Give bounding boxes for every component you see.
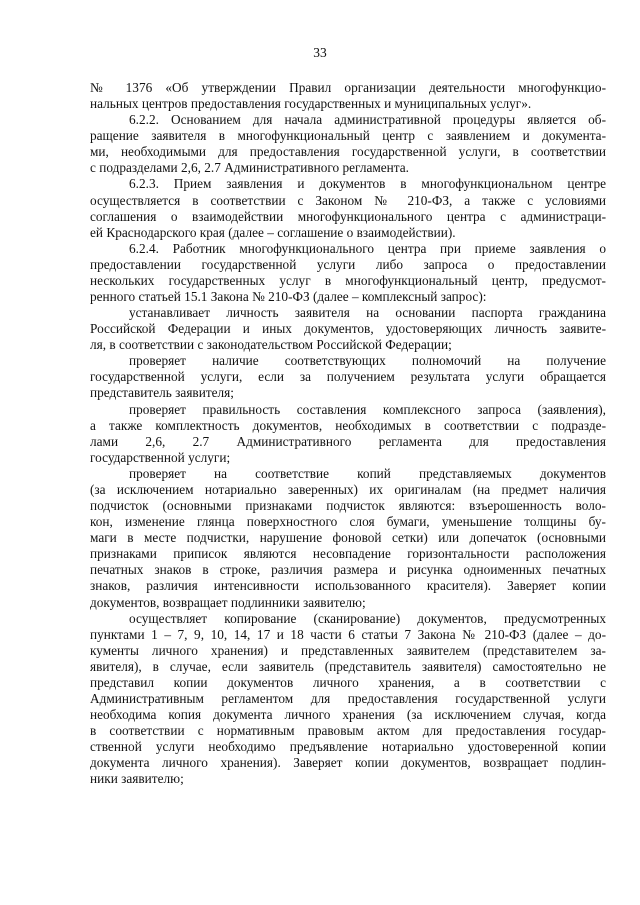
text-line: (за исключением нотариально заверенных) их оригиналам (на предмет наличия xyxy=(90,481,606,497)
text-line: осуществляет копирование (сканирование) документов, предусмотренных xyxy=(129,610,606,626)
text-line: устанавливает личность заявителя на основании паспорта гражданина xyxy=(129,305,606,321)
text-line: ля, в соответствии с законодательством Российской Федерации; xyxy=(90,337,452,353)
text-line: печатных знаков в строке, различия размера и рисунка одноименных печатных xyxy=(90,562,606,578)
text-line: представил копии документов личного хранения, а в соответствии с xyxy=(90,674,606,690)
text-line: проверяет на соответствие копий представляемых документов xyxy=(129,465,606,481)
text-line: 6.2.3. Прием заявления и документов в многофункциональном центре xyxy=(129,176,606,192)
text-line: проверяет правильность составления комплексного запроса (заявления), xyxy=(129,401,606,417)
text-line: пунктами 1 – 7, 9, 10, 14, 17 и 18 части 6 статьи 7 Закона № 210-ФЗ (далее – до- xyxy=(90,626,606,642)
text-line: ращение заявителя в многофункциональный центр с заявлением и документа- xyxy=(90,128,606,144)
text-line: № 1376 «Об утверждении Правил организации деятельности многофункцио- xyxy=(90,80,606,95)
text-line: ники заявителю; xyxy=(90,771,184,787)
text-line: знаков, различия интенсивности использованного красителя). Заверяет копии xyxy=(90,578,606,594)
document-body xyxy=(90,80,606,787)
text-line: подчисток (основными признаками подчисток являются: взъерошенность воло- xyxy=(90,498,606,514)
text-line: ми, необходимыми для предоставления государственной услуги, в соответствии xyxy=(90,144,606,160)
text-line: кон, изменение глянца поверхностного слоя бумаги, уменьшение толщины бу- xyxy=(90,514,606,530)
text-line: нальных центров предоставления государственных и муниципальных услуг». xyxy=(90,96,532,112)
text-line: Административным регламентом для предоставления государственной услуги xyxy=(90,690,606,706)
text-line: кументы личного хранения) и представленных заявителем (представителем за- xyxy=(90,642,606,658)
text-line: документа личного хранения). Заверяет копии документов, возвращает подлин- xyxy=(90,755,606,771)
text-line: с подразделами 2,6, 2.7 Административного регламента. xyxy=(90,160,409,176)
text-line: соглашения о взаимодействии многофункционального центра с администраци- xyxy=(90,208,606,224)
text-line: проверяет наличие соответствующих полномочий на получение xyxy=(129,353,606,369)
text-line: явителя), в случае, если заявитель (представитель заявителя) самостоятельно не xyxy=(90,658,606,674)
text-line: ственной услуги необходимо предъявление нотариально удостоверенной копии xyxy=(90,739,606,755)
text-line: нескольких государственных услуг в многофункциональный центр, предусмот- xyxy=(90,272,606,288)
text-line: признаками приписок являются несовпадение горизонтальности расположения xyxy=(90,546,606,562)
text-line: представитель заявителя; xyxy=(90,385,234,401)
text-line: предоставлении государственной услуги либо запроса о предоставлении xyxy=(90,256,606,272)
text-line: ей Краснодарского края (далее – соглашение о взаимодействии). xyxy=(90,224,456,240)
text-line: лами 2,6, 2.7 Административного регламента для предоставления xyxy=(90,433,606,449)
text-line: 6.2.2. Основанием для начала административной процедуры является об- xyxy=(129,112,606,128)
text-line: маги в месте подчистки, нарушение фоновой сетки) или допечаток (основными xyxy=(90,530,606,546)
text-line: документов, возвращает подлинники заявителю; xyxy=(90,594,366,610)
text-line: государственной услуги; xyxy=(90,449,231,465)
page-number: 33 xyxy=(313,45,327,60)
text-line: а также комплектность документов, необходимых в соответствии с подразде- xyxy=(90,417,606,433)
text-line: Российской Федерации и иных документов, удостоверяющих личность заявите- xyxy=(90,321,606,337)
text-line: государственной услуги, если за получением результата услуги обращается xyxy=(90,369,606,385)
text-line: необходима копия документа личного хранения (за исключением случая, когда xyxy=(90,707,606,723)
text-line: в соответствии с нормативным правовым актом для предоставления государ- xyxy=(90,723,606,739)
text-line: 6.2.4. Работник многофункционального центра при приеме заявления о xyxy=(129,240,606,256)
text-line: осуществляется в соответствии с Законом № 210-ФЗ, а также с условиями xyxy=(90,192,606,208)
text-line: ренного статьей 15.1 Закона № 210-ФЗ (далее – комплексный запрос): xyxy=(90,289,487,305)
